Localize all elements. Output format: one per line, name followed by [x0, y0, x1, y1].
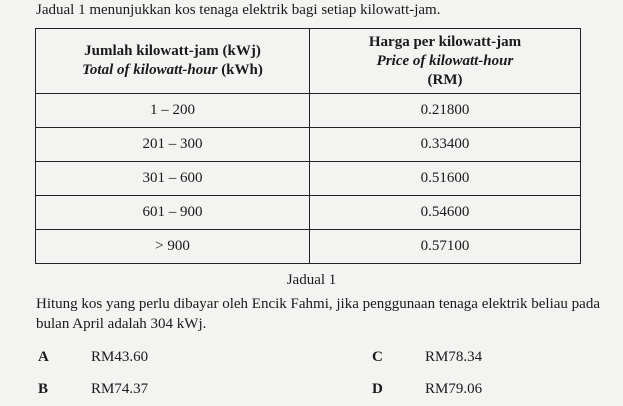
table-row — [36, 196, 581, 230]
range-cell: 201 – 300 — [36, 128, 310, 162]
table-caption: Jadual 1 — [286, 272, 337, 288]
price-cell: 0.33400 — [310, 128, 581, 162]
range-cell: > 900 — [36, 230, 310, 264]
header-price-english: Price of kilowatt-hour — [376, 52, 514, 69]
table-row — [36, 128, 581, 162]
table-row — [36, 230, 581, 264]
table-header-row — [36, 29, 581, 94]
price-cell: 0.51600 — [310, 162, 581, 196]
price-cell: 0.21800 — [310, 94, 581, 128]
option-c-label: C — [372, 349, 383, 365]
price-cell: 0.54600 — [310, 196, 581, 230]
range-cell: 1 – 200 — [36, 94, 310, 128]
header-price-unit: (RM) — [427, 71, 463, 88]
range-cell: 601 – 900 — [36, 196, 310, 230]
table-row — [36, 94, 581, 128]
option-b-value: RM74.37 — [91, 381, 149, 397]
question-line-2: bulan April adalah 304 kWj. — [36, 316, 207, 332]
option-a-value: RM43.60 — [91, 349, 149, 365]
option-c-value: RM78.34 — [425, 349, 483, 365]
header-price-malay: Harga per kilowatt-jam — [368, 33, 522, 50]
header-kilowatt-hour-english: Total of kilowatt-hour — [82, 62, 218, 78]
price-cell: 0.57100 — [310, 230, 581, 264]
option-a-label: A — [38, 349, 49, 365]
header-kilowatt-hour-unit: (kWh) — [221, 62, 263, 78]
header-kilowatt-hour-malay: Jumlah kilowatt-jam (kWj) — [84, 43, 261, 59]
option-d-label: D — [372, 381, 383, 397]
header-kilowatt-hour — [36, 29, 310, 94]
intro-text: Jadual 1 menunjukkan kos tenaga elektrik bagi setiap kilowatt-jam. — [36, 2, 441, 18]
question-text — [36, 294, 600, 334]
option-d-value: RM79.06 — [425, 381, 483, 397]
question-line-1: Hitung kos yang perlu dibayar oleh Encik Fahmi, jika penggunaan tenaga elektrik beliau pada — [36, 296, 600, 312]
option-b-label: B — [38, 381, 49, 397]
range-cell: 301 – 600 — [36, 162, 310, 196]
header-price — [310, 29, 581, 94]
electricity-cost-table — [35, 28, 581, 264]
table-row — [36, 162, 581, 196]
